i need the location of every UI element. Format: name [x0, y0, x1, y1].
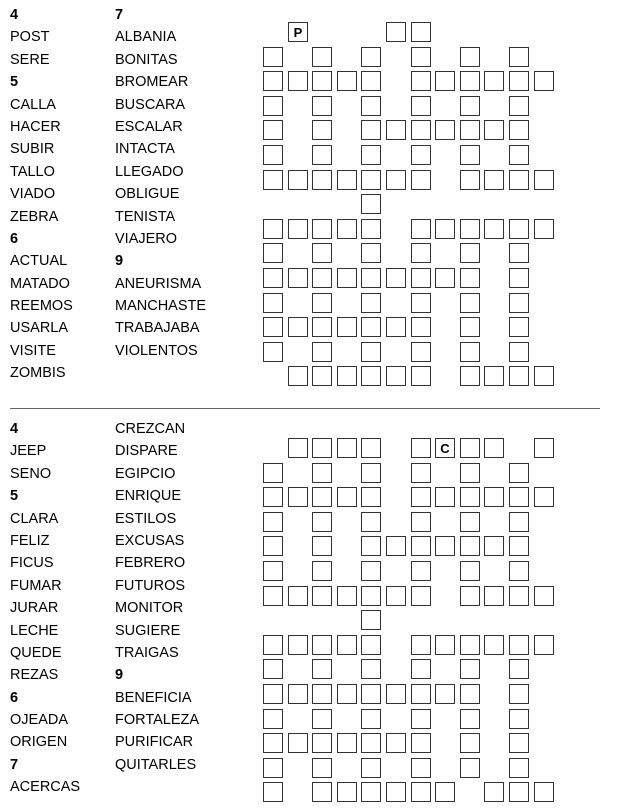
- grid-cell[interactable]: [411, 22, 431, 42]
- grid-cell[interactable]: [534, 71, 554, 91]
- word-entry: FUTUROS: [115, 577, 186, 594]
- grid-cell[interactable]: [460, 342, 480, 362]
- grid-cell[interactable]: [312, 635, 332, 655]
- grid-cell[interactable]: [288, 438, 308, 458]
- grid-cell[interactable]: [263, 733, 283, 753]
- word-entry: VIOLENTOS: [115, 342, 198, 359]
- grid-cell[interactable]: [312, 782, 332, 802]
- grid-cell[interactable]: [312, 684, 332, 704]
- grid-cell[interactable]: [337, 635, 357, 655]
- word-length-heading: 5: [10, 74, 19, 91]
- grid-cell[interactable]: [361, 463, 381, 483]
- grid-cell[interactable]: [411, 219, 431, 239]
- word-entry: TRAIGAS: [115, 644, 179, 661]
- grid-cell[interactable]: [386, 733, 406, 753]
- grid-cell[interactable]: [312, 71, 332, 91]
- grid-cell[interactable]: [435, 120, 455, 140]
- word-entry: PURIFICAR: [115, 734, 194, 751]
- grid-cell[interactable]: [435, 684, 455, 704]
- grid-cell[interactable]: [509, 463, 529, 483]
- grid-cell[interactable]: [435, 487, 455, 507]
- grid-cell[interactable]: [337, 71, 357, 91]
- grid-cell[interactable]: [361, 709, 381, 729]
- grid-cell[interactable]: [361, 586, 381, 606]
- word-entry: TRABAJABA: [115, 320, 200, 337]
- word-entry: SUGIERE: [115, 622, 181, 639]
- grid-cell[interactable]: [361, 733, 381, 753]
- grid-cell[interactable]: [361, 243, 381, 263]
- grid-cell[interactable]: [312, 366, 332, 386]
- grid-cell[interactable]: [263, 782, 283, 802]
- grid-cell[interactable]: [288, 219, 308, 239]
- grid-cell[interactable]: [288, 71, 308, 91]
- grid-cell[interactable]: [361, 219, 381, 239]
- grid-cell[interactable]: [460, 96, 480, 116]
- word-entry: CLARA: [10, 510, 59, 527]
- grid-cell[interactable]: [263, 709, 283, 729]
- grid-cell[interactable]: [460, 293, 480, 313]
- grid-cell[interactable]: [361, 487, 381, 507]
- word-entry: ANEURISMA: [115, 275, 202, 292]
- word-entry: SUBIR: [10, 141, 55, 158]
- grid-cell[interactable]: [312, 219, 332, 239]
- grid-cell[interactable]: [534, 170, 554, 190]
- word-entry: ZEBRA: [10, 208, 59, 225]
- grid-cell[interactable]: [509, 317, 529, 337]
- word-entry: ALBANIA: [115, 29, 177, 46]
- grid-cell[interactable]: [484, 219, 504, 239]
- grid-cell[interactable]: [484, 536, 504, 556]
- grid-cell[interactable]: [460, 170, 480, 190]
- grid-cell[interactable]: [386, 22, 406, 42]
- grid-cell[interactable]: [484, 438, 504, 458]
- grid-cell[interactable]: [263, 170, 283, 190]
- grid-cell[interactable]: [509, 243, 529, 263]
- grid-cell[interactable]: [509, 145, 529, 165]
- grid-cell[interactable]: [460, 733, 480, 753]
- grid-cell[interactable]: [361, 561, 381, 581]
- word-length-heading: 4: [10, 421, 19, 437]
- word-entry: EXCUSAS: [115, 532, 185, 549]
- grid-cell[interactable]: [534, 586, 554, 606]
- grid-cell[interactable]: [460, 586, 480, 606]
- grid-cell[interactable]: [288, 586, 308, 606]
- grid-cell[interactable]: [411, 47, 431, 67]
- grid-cell[interactable]: [312, 586, 332, 606]
- grid-cell[interactable]: [460, 463, 480, 483]
- grid-cell[interactable]: [411, 635, 431, 655]
- grid-cell[interactable]: [312, 293, 332, 313]
- word-list-column-1: [10, 4, 73, 385]
- grid-cell[interactable]: [361, 145, 381, 165]
- grid-cell[interactable]: [460, 512, 480, 532]
- grid-cell[interactable]: [263, 659, 283, 679]
- grid-cell[interactable]: [288, 366, 308, 386]
- grid-cell[interactable]: [411, 268, 431, 288]
- word-entry: OBLIGUE: [115, 186, 180, 203]
- grid-cell[interactable]: [337, 438, 357, 458]
- word-entry: REEMOS: [10, 298, 73, 315]
- grid-cell[interactable]: [263, 243, 283, 263]
- grid-cell[interactable]: [509, 96, 529, 116]
- word-entry: ESCALAR: [115, 118, 183, 135]
- grid-cell[interactable]: [509, 561, 529, 581]
- grid-cell[interactable]: [509, 366, 529, 386]
- grid-cell[interactable]: [460, 145, 480, 165]
- grid-cell[interactable]: [361, 366, 381, 386]
- grid-cell[interactable]: [361, 268, 381, 288]
- grid-cell[interactable]: [361, 317, 381, 337]
- grid-cell[interactable]: [509, 659, 529, 679]
- grid-cell[interactable]: [484, 487, 504, 507]
- grid-cell[interactable]: [460, 659, 480, 679]
- grid-cell[interactable]: [312, 243, 332, 263]
- grid-cell[interactable]: [460, 684, 480, 704]
- grid-cell[interactable]: [337, 487, 357, 507]
- grid-cell[interactable]: [411, 71, 431, 91]
- grid-cell[interactable]: [509, 635, 529, 655]
- word-entry: FELIZ: [10, 532, 50, 549]
- word-length-heading: 5: [10, 488, 19, 505]
- grid-cell[interactable]: [509, 758, 529, 778]
- grid-cell[interactable]: [411, 536, 431, 556]
- grid-cell[interactable]: [263, 268, 283, 288]
- grid-cell[interactable]: [411, 487, 431, 507]
- word-entry: ENRIQUE: [115, 488, 182, 505]
- word-entry: MATADO: [10, 275, 70, 292]
- grid-cell[interactable]: [411, 561, 431, 581]
- word-list-column-1: [10, 418, 80, 799]
- word-entry: VIADO: [10, 186, 56, 203]
- grid-cell[interactable]: [312, 536, 332, 556]
- grid-cell[interactable]: [288, 268, 308, 288]
- grid-cell[interactable]: [484, 782, 504, 802]
- word-entry: BENEFICIA: [115, 689, 192, 706]
- word-length-heading: 6: [10, 230, 19, 247]
- word-entry: FORTALEZA: [115, 712, 200, 729]
- word-entry: FEBRERO: [115, 555, 186, 572]
- grid-cell[interactable]: [411, 170, 431, 190]
- grid-cell[interactable]: [460, 366, 480, 386]
- grid-cell[interactable]: [361, 659, 381, 679]
- grid-cell[interactable]: [312, 463, 332, 483]
- grid-cell[interactable]: [460, 47, 480, 67]
- grid-cell[interactable]: [312, 487, 332, 507]
- grid-cell[interactable]: [263, 47, 283, 67]
- grid-cell[interactable]: [312, 170, 332, 190]
- grid-cell[interactable]: [361, 120, 381, 140]
- grid-cell[interactable]: [509, 782, 529, 802]
- grid-cell[interactable]: [411, 733, 431, 753]
- word-entry: BUSCARA: [115, 96, 186, 113]
- grid-cell[interactable]: [411, 586, 431, 606]
- word-entry: JEEP: [10, 443, 47, 460]
- grid-cell[interactable]: [263, 487, 283, 507]
- grid-cell[interactable]: [411, 463, 431, 483]
- grid-cell[interactable]: [312, 268, 332, 288]
- grid-cell[interactable]: [411, 512, 431, 532]
- grid-cell[interactable]: [509, 71, 529, 91]
- grid-cell[interactable]: [337, 684, 357, 704]
- grid-cell[interactable]: [263, 219, 283, 239]
- word-entry: FUMAR: [10, 577, 62, 594]
- word-entry: OJEADA: [10, 712, 69, 729]
- grid-cell[interactable]: [337, 268, 357, 288]
- grid-cell[interactable]: [484, 170, 504, 190]
- grid-cell[interactable]: [411, 96, 431, 116]
- grid-cell[interactable]: [435, 782, 455, 802]
- grid-cell[interactable]: [435, 219, 455, 239]
- grid-cell[interactable]: [361, 536, 381, 556]
- grid-cell[interactable]: [263, 635, 283, 655]
- grid-cell[interactable]: [263, 293, 283, 313]
- word-length-heading: 7: [10, 756, 19, 773]
- grid-cell[interactable]: [263, 71, 283, 91]
- grid-cell[interactable]: [337, 170, 357, 190]
- grid-cell[interactable]: [361, 293, 381, 313]
- grid-cell[interactable]: [263, 463, 283, 483]
- word-entry: VIAJERO: [115, 230, 178, 247]
- grid-cell[interactable]: [460, 317, 480, 337]
- grid-cell[interactable]: [460, 120, 480, 140]
- word-entry: LLEGADO: [115, 163, 184, 180]
- word-entry: POST: [10, 29, 50, 46]
- word-entry: ORIGEN: [10, 734, 68, 751]
- grid-cell[interactable]: [509, 684, 529, 704]
- grid-cell[interactable]: [386, 586, 406, 606]
- grid-cell[interactable]: [263, 317, 283, 337]
- grid-cell[interactable]: [534, 782, 554, 802]
- grid-cell[interactable]: [361, 342, 381, 362]
- grid-cell[interactable]: [386, 684, 406, 704]
- grid-cell[interactable]: [312, 438, 332, 458]
- grid-cell[interactable]: [288, 635, 308, 655]
- word-length-heading: 4: [10, 7, 19, 23]
- word-entry: ACERCAS: [10, 779, 81, 796]
- grid-cell[interactable]: [361, 512, 381, 532]
- grid-cell[interactable]: [312, 120, 332, 140]
- grid-cell[interactable]: [460, 268, 480, 288]
- grid-cell[interactable]: [509, 733, 529, 753]
- word-entry: HACER: [10, 118, 61, 135]
- word-list-column-2: [115, 418, 199, 776]
- grid-cell[interactable]: [263, 96, 283, 116]
- grid-cell[interactable]: [361, 96, 381, 116]
- word-entry: MONITOR: [115, 600, 184, 617]
- grid-cell[interactable]: [312, 659, 332, 679]
- grid-cell[interactable]: [263, 758, 283, 778]
- grid-cell[interactable]: [509, 512, 529, 532]
- grid-cell[interactable]: [312, 733, 332, 753]
- grid-cell[interactable]: [361, 194, 381, 214]
- word-entry: BONITAS: [115, 51, 178, 68]
- grid-cell[interactable]: [337, 219, 357, 239]
- grid-cell[interactable]: [386, 782, 406, 802]
- word-entry: FICUS: [10, 555, 54, 572]
- word-entry: CREZCAN: [115, 421, 186, 437]
- word-entry: ACTUAL: [10, 253, 68, 270]
- word-entry: SERE: [10, 51, 50, 68]
- grid-cell[interactable]: [411, 758, 431, 778]
- grid-cell[interactable]: [312, 145, 332, 165]
- grid-cell[interactable]: [534, 487, 554, 507]
- grid-cell[interactable]: [509, 293, 529, 313]
- grid-cell[interactable]: [509, 219, 529, 239]
- grid-cell[interactable]: [337, 317, 357, 337]
- grid-cell[interactable]: [361, 610, 381, 630]
- grid-cell[interactable]: [386, 170, 406, 190]
- grid-cell[interactable]: [460, 487, 480, 507]
- grid-cell[interactable]: [509, 586, 529, 606]
- grid-cell[interactable]: [509, 268, 529, 288]
- grid-cell[interactable]: [312, 561, 332, 581]
- word-entry: EGIPCIO: [115, 465, 176, 482]
- grid-cell[interactable]: [361, 47, 381, 67]
- word-entry: LECHE: [10, 622, 59, 639]
- grid-cell[interactable]: [484, 120, 504, 140]
- grid-cell[interactable]: [361, 684, 381, 704]
- grid-cell[interactable]: [460, 758, 480, 778]
- grid-cell[interactable]: [288, 170, 308, 190]
- grid-cell[interactable]: [509, 536, 529, 556]
- word-entry: USARLA: [10, 320, 69, 337]
- word-entry: SENO: [10, 465, 52, 482]
- grid-cell[interactable]: [509, 709, 529, 729]
- grid-cell[interactable]: [386, 366, 406, 386]
- grid-cell[interactable]: [484, 635, 504, 655]
- grid-cell[interactable]: [312, 709, 332, 729]
- grid-cell[interactable]: [411, 243, 431, 263]
- grid-cell[interactable]: [361, 758, 381, 778]
- word-entry: ESTILOS: [115, 510, 177, 527]
- grid-cell[interactable]: [361, 635, 381, 655]
- grid-cell[interactable]: [460, 438, 480, 458]
- grid-cell[interactable]: [411, 782, 431, 802]
- word-entry: QUITARLES: [115, 756, 197, 773]
- grid-cell[interactable]: [484, 366, 504, 386]
- word-length-heading: 7: [115, 7, 124, 23]
- grid-cell[interactable]: [460, 536, 480, 556]
- grid-cell[interactable]: [337, 782, 357, 802]
- grid-cell[interactable]: [263, 145, 283, 165]
- grid-cell[interactable]: [509, 47, 529, 67]
- grid-cell[interactable]: [288, 317, 308, 337]
- grid-cell[interactable]: [460, 635, 480, 655]
- grid-cell[interactable]: [263, 536, 283, 556]
- grid-cell[interactable]: [263, 684, 283, 704]
- grid-cell[interactable]: [386, 120, 406, 140]
- grid-cell[interactable]: [263, 342, 283, 362]
- grid-cell[interactable]: [337, 733, 357, 753]
- grid-cell[interactable]: [435, 536, 455, 556]
- grid-cell[interactable]: [460, 243, 480, 263]
- word-entry: REZAS: [10, 667, 59, 684]
- grid-cell[interactable]: [361, 170, 381, 190]
- word-entry: DISPARE: [115, 443, 178, 460]
- word-length-heading: 9: [115, 253, 124, 270]
- grid-cell[interactable]: [411, 366, 431, 386]
- puzzle-divider: [10, 408, 600, 409]
- word-length-heading: 9: [115, 667, 124, 684]
- grid-cell[interactable]: [411, 293, 431, 313]
- grid-cell[interactable]: [435, 268, 455, 288]
- grid-cell[interactable]: [386, 317, 406, 337]
- grid-cell[interactable]: [411, 438, 431, 458]
- word-list-column-2: [115, 4, 206, 362]
- grid-cell[interactable]: [411, 659, 431, 679]
- word-entry: JURAR: [10, 600, 59, 617]
- grid-cell[interactable]: [534, 366, 554, 386]
- grid-cell[interactable]: [411, 342, 431, 362]
- grid-cell[interactable]: [435, 635, 455, 655]
- grid-cell[interactable]: [411, 684, 431, 704]
- word-entry: BROMEAR: [115, 74, 189, 91]
- grid-cell[interactable]: [312, 96, 332, 116]
- word-length-heading: 6: [10, 689, 19, 706]
- word-entry: TENISTA: [115, 208, 176, 225]
- grid-cell[interactable]: [337, 586, 357, 606]
- grid-cell[interactable]: [509, 120, 529, 140]
- grid-cell[interactable]: [312, 758, 332, 778]
- grid-cell[interactable]: [460, 219, 480, 239]
- grid-cell[interactable]: [411, 317, 431, 337]
- grid-cell[interactable]: [288, 733, 308, 753]
- grid-cell[interactable]: [534, 635, 554, 655]
- grid-cell[interactable]: [534, 219, 554, 239]
- grid-cell[interactable]: [509, 487, 529, 507]
- grid-cell[interactable]: [263, 512, 283, 532]
- grid-cell[interactable]: [312, 47, 332, 67]
- grid-cell[interactable]: [386, 268, 406, 288]
- grid-cell[interactable]: [411, 120, 431, 140]
- grid-cell[interactable]: [361, 71, 381, 91]
- grid-cell[interactable]: [460, 561, 480, 581]
- grid-cell-given-letter[interactable]: P: [288, 22, 308, 42]
- grid-cell[interactable]: [484, 71, 504, 91]
- word-entry: INTACTA: [115, 141, 175, 158]
- grid-cell[interactable]: [386, 536, 406, 556]
- grid-cell-given-letter[interactable]: C: [435, 438, 455, 458]
- grid-cell[interactable]: [263, 561, 283, 581]
- word-entry: CALLA: [10, 96, 56, 113]
- grid-cell[interactable]: [312, 512, 332, 532]
- word-entry: QUEDE: [10, 644, 62, 661]
- grid-cell[interactable]: [337, 366, 357, 386]
- grid-cell[interactable]: [361, 782, 381, 802]
- grid-cell[interactable]: [509, 342, 529, 362]
- grid-cell[interactable]: [509, 170, 529, 190]
- grid-cell[interactable]: [460, 71, 480, 91]
- grid-cell[interactable]: [361, 438, 381, 458]
- word-entry: VISITE: [10, 342, 56, 359]
- grid-cell[interactable]: [312, 342, 332, 362]
- grid-cell[interactable]: [411, 709, 431, 729]
- grid-cell[interactable]: [288, 684, 308, 704]
- grid-cell[interactable]: [312, 317, 332, 337]
- grid-cell[interactable]: [288, 487, 308, 507]
- grid-cell[interactable]: [534, 438, 554, 458]
- grid-cell[interactable]: [263, 586, 283, 606]
- grid-cell[interactable]: [460, 709, 480, 729]
- word-entry: TALLO: [10, 163, 55, 180]
- word-entry: ZOMBIS: [10, 365, 66, 382]
- word-entry: MANCHASTE: [115, 298, 207, 315]
- grid-cell[interactable]: [484, 586, 504, 606]
- grid-cell[interactable]: [435, 71, 455, 91]
- grid-cell[interactable]: [411, 145, 431, 165]
- grid-cell[interactable]: [263, 120, 283, 140]
